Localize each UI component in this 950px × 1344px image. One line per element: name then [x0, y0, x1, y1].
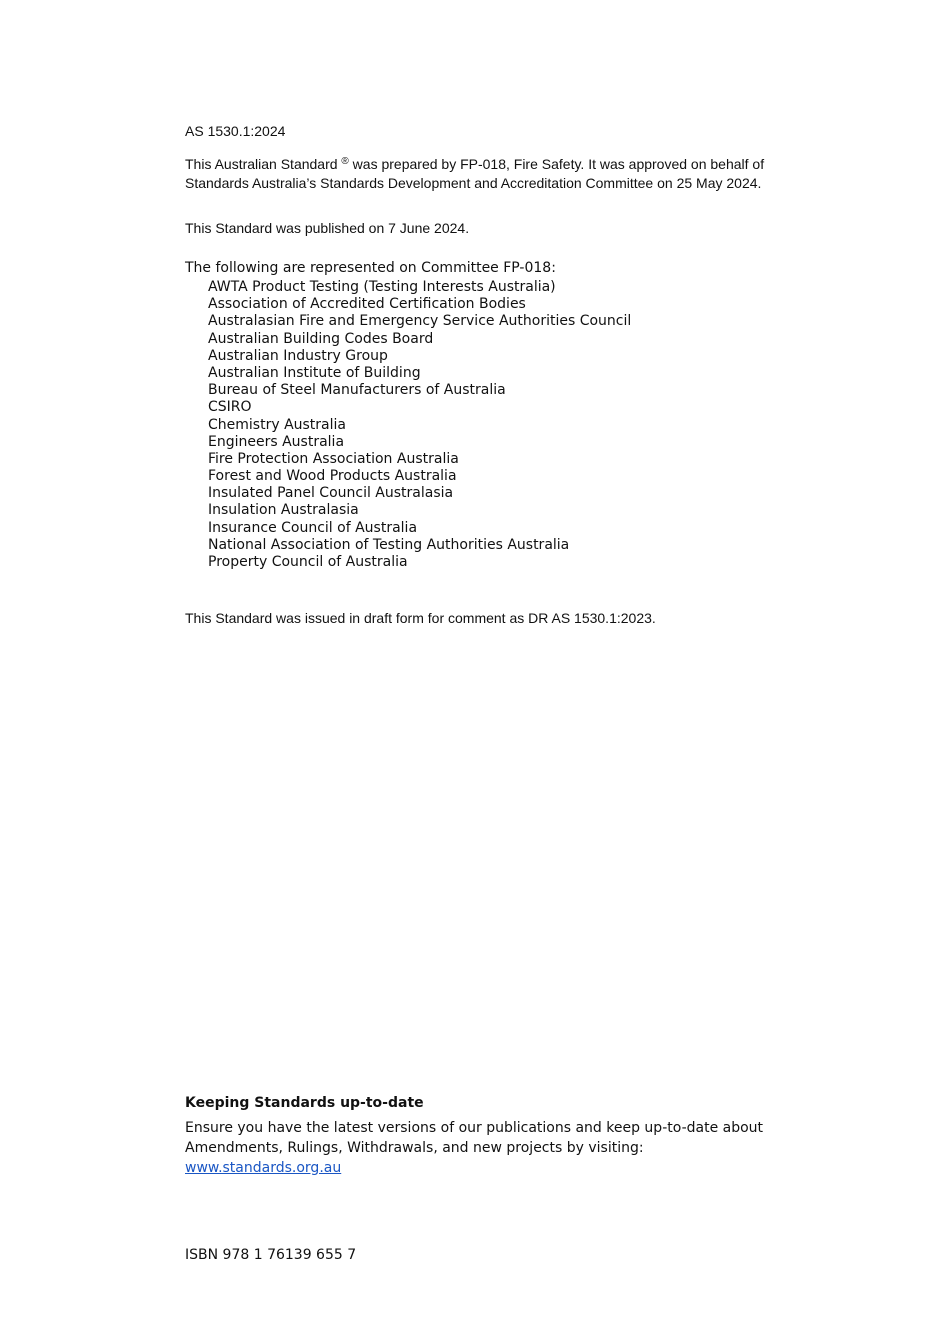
preparation-statement — [185, 155, 765, 193]
standards-website-link[interactable]: www.standards.org.au — [185, 1160, 342, 1176]
committee-member: National Association of Testing Authorities Australia — [208, 536, 570, 553]
committee-member: Australian Building Codes Board — [208, 330, 434, 347]
draft-note: This Standard was issued in draft form for comment as DR AS 1530.1:2023. — [185, 610, 656, 626]
committee-member: Australian Industry Group — [208, 347, 388, 364]
committee-intro: The following are represented on Committee FP-018: — [185, 260, 556, 276]
committee-member: Association of Accredited Certification Bodies — [208, 296, 526, 313]
committee-member: Forest and Wood Products Australia — [208, 468, 457, 485]
committee-member: AWTA Product Testing (Testing Interests Australia) — [208, 279, 556, 295]
keeping-up-to-date-text: Ensure you have the latest versions of our publications and keep up-to-date about Amendments, Rulings, Withdrawals, and new projects by visiting: — [185, 1120, 764, 1156]
keeping-up-to-date-body — [185, 1118, 765, 1178]
committee-member: Insurance Council of Australia — [208, 519, 418, 536]
committee-member: Bureau of Steel Manufacturers of Australia — [208, 382, 506, 399]
committee-member: CSIRO — [208, 399, 252, 416]
committee-member: Engineers Australia — [208, 433, 345, 450]
committee-member: Australian Institute of Building — [208, 364, 421, 381]
document-id: AS 1530.1:2024 — [185, 123, 286, 139]
published-statement: This Standard was published on 7 June 2024. — [185, 220, 470, 236]
committee-members-list — [208, 279, 631, 571]
committee-member: Australasian Fire and Emergency Service Authorities Council — [208, 313, 632, 330]
committee-member: Property Council of Australia — [208, 554, 408, 570]
committee-member: Chemistry Australia — [208, 416, 346, 433]
preparation-text-start: This Australian Standard — [185, 156, 338, 172]
registered-mark: ® — [341, 156, 349, 167]
preparation-text-end: was prepared by FP-018, Fire Safety. It was approved on behalf of Standards Australia’s Standards Development and Accreditation Committee on 25 May 2024. — [185, 156, 765, 191]
committee-member: Fire Protection Association Australia — [208, 450, 459, 467]
isbn: ISBN 978 1 76139 655 7 — [185, 1247, 357, 1263]
committee-member: Insulation Australasia — [208, 502, 359, 519]
keeping-up-to-date-heading: Keeping Standards up-to-date — [185, 1095, 424, 1111]
committee-member: Insulated Panel Council Australasia — [208, 485, 454, 502]
